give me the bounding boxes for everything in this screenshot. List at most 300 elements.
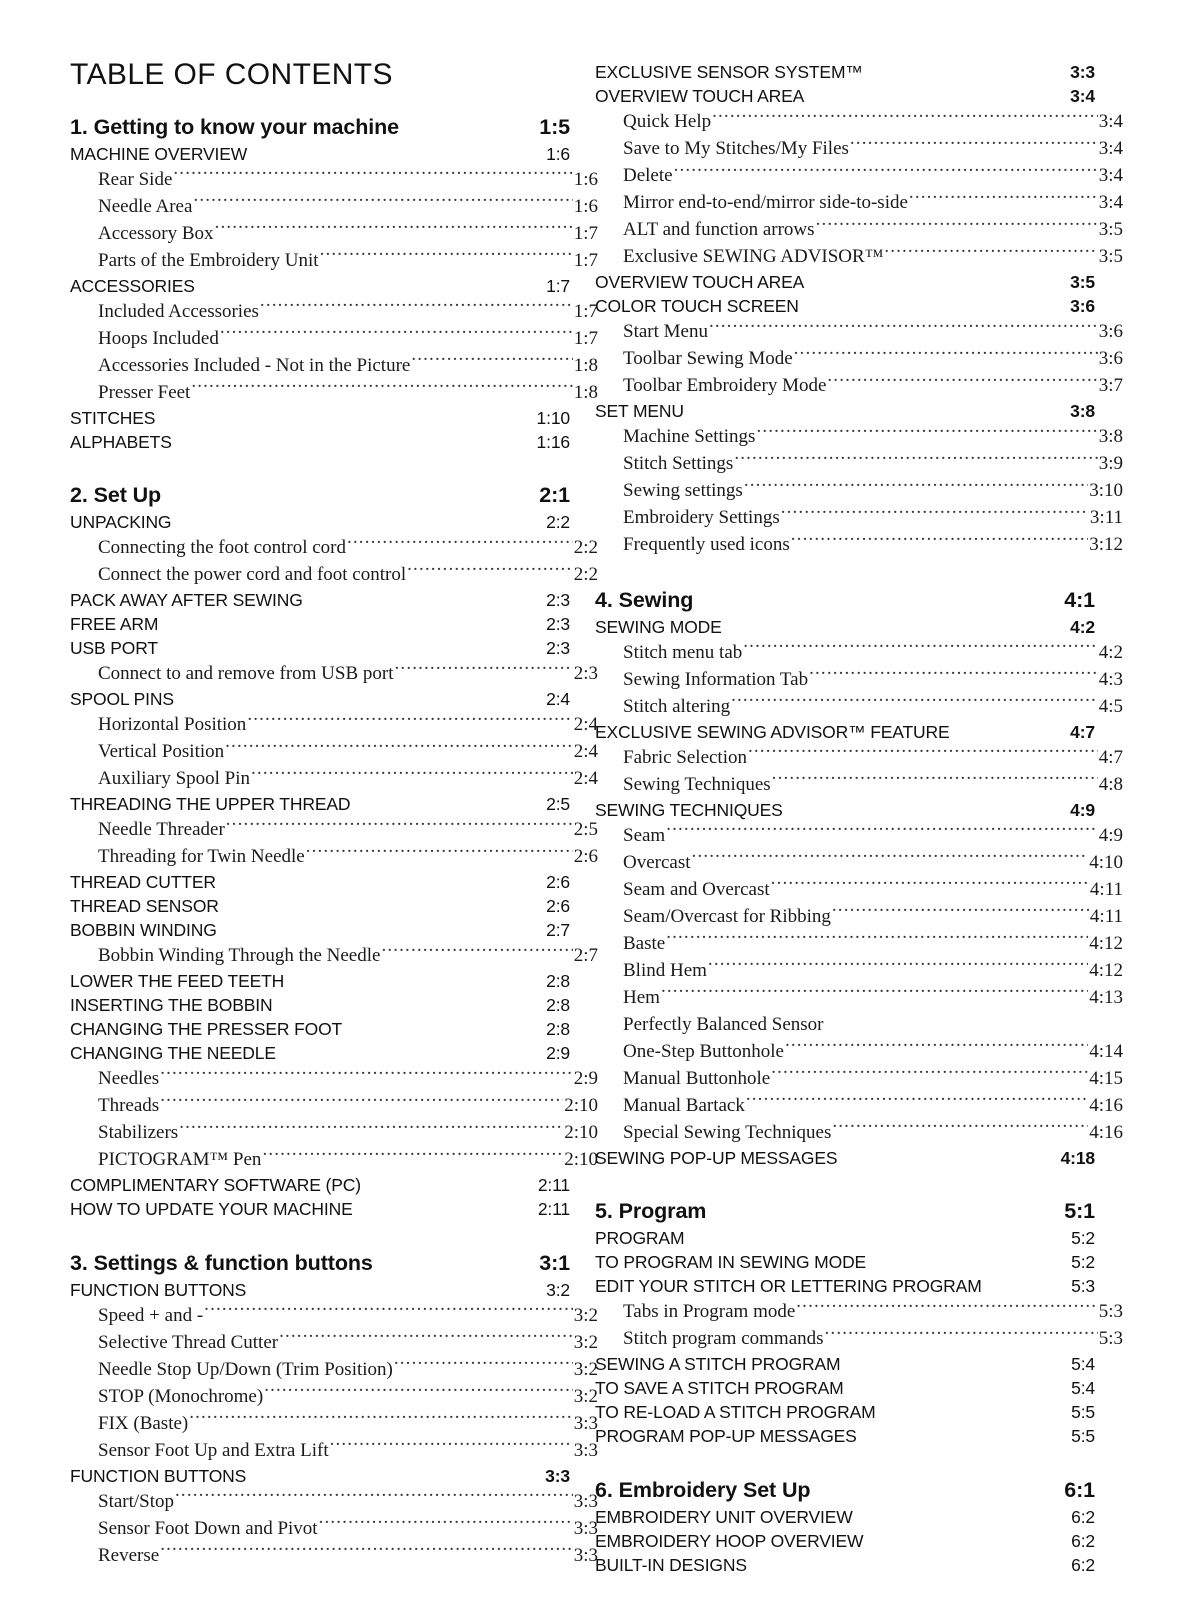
toc-entry-page-number: 2:5 xyxy=(546,794,570,814)
toc-entry-section[interactable] xyxy=(595,1553,1095,1577)
toc-entry-section[interactable] xyxy=(70,1173,570,1197)
dot-leader xyxy=(191,379,572,398)
toc-entry-section[interactable] xyxy=(70,1197,570,1221)
toc-entry-page-number: 4:10 xyxy=(1089,851,1123,873)
toc-entry-page-number: 3:10 xyxy=(1089,480,1123,501)
dot-leader xyxy=(832,903,1089,922)
toc-entry-page-number: 2:7 xyxy=(546,920,570,940)
toc-entry-section[interactable] xyxy=(595,798,1095,822)
toc-entry-page-number: 5:3 xyxy=(1071,1276,1095,1296)
toc-entry-page-number: 3:3 xyxy=(573,1439,598,1461)
toc-entry-page-number: 5:2 xyxy=(1071,1252,1095,1272)
toc-entry-label: Manual Bartack xyxy=(623,1094,745,1116)
toc-entry-page-number: 6:1 xyxy=(1064,1477,1095,1502)
dot-leader xyxy=(319,1515,573,1534)
dot-leader xyxy=(785,1038,1088,1057)
toc-entry-page-number: 2:3 xyxy=(573,663,598,684)
toc-entry-sub[interactable] xyxy=(70,660,598,687)
toc-entry-sub[interactable] xyxy=(595,108,1123,135)
toc-entry-section[interactable] xyxy=(595,1226,1095,1250)
toc-entry-sub[interactable] xyxy=(595,1119,1123,1146)
dot-leader xyxy=(771,876,1089,895)
toc-entry-page-number: 3:3 xyxy=(573,1412,598,1434)
toc-entry-sub[interactable] xyxy=(595,372,1123,399)
toc-entry-sub[interactable] xyxy=(595,450,1123,477)
toc-entry-section[interactable] xyxy=(70,430,570,454)
toc-entry-label: EMBROIDERY HOOP OVERVIEW xyxy=(595,1530,864,1551)
toc-entry-sub[interactable] xyxy=(70,1065,598,1092)
toc-entry-label: Special Sewing Techniques xyxy=(623,1121,832,1143)
toc-entry-sub[interactable] xyxy=(595,876,1123,903)
toc-entry-page-number: 2:2 xyxy=(573,537,598,558)
dot-leader xyxy=(909,189,1098,208)
toc-entry-section[interactable] xyxy=(595,720,1095,744)
dot-leader xyxy=(248,142,545,160)
dot-leader xyxy=(395,660,573,679)
toc-entry-page-number: 2:1 xyxy=(539,483,570,507)
dot-leader xyxy=(858,1425,1070,1443)
toc-entry-label: Seam/Overcast for Ribbing xyxy=(623,905,831,927)
toc-entry-label: Bobbin Winding Through the Needle xyxy=(98,945,381,966)
toc-entry-section[interactable] xyxy=(70,142,570,166)
toc-entry-label: Threads xyxy=(98,1095,160,1116)
toc-entry-sub[interactable] xyxy=(595,531,1123,558)
dot-leader xyxy=(805,85,1069,103)
dot-leader xyxy=(748,744,1098,763)
toc-entry-page-number: 1:7 xyxy=(573,249,598,271)
dot-leader xyxy=(343,1018,545,1036)
toc-entry-label: FREE ARM xyxy=(70,614,159,634)
toc-entry-page-number: 1:7 xyxy=(573,327,598,349)
toc-entry-page-number: 3:5 xyxy=(1098,219,1123,240)
toc-entry-label: Hem xyxy=(623,986,660,1008)
toc-entry-page-number: 1:6 xyxy=(546,143,570,164)
dot-leader xyxy=(864,1529,1070,1547)
toc-entry-page-number: 4:7 xyxy=(1070,721,1095,742)
toc-entry-chapter[interactable] xyxy=(595,1197,1095,1227)
dot-leader xyxy=(260,298,573,317)
toc-entry-page-number: 3:1 xyxy=(539,1250,570,1275)
dot-leader xyxy=(827,372,1097,391)
toc-entry-page-number: 2:4 xyxy=(573,741,598,762)
toc-entry-sub[interactable] xyxy=(595,162,1123,189)
dot-leader xyxy=(731,693,1098,712)
dot-leader xyxy=(159,613,545,631)
dot-leader xyxy=(156,406,535,424)
toc-entry-page-number: 3:2 xyxy=(546,1279,570,1300)
toc-entry-page-number: 3:4 xyxy=(1098,165,1123,186)
toc-entry-page-number: 2:4 xyxy=(573,768,598,789)
toc-entry-page-number: 4:16 xyxy=(1089,1121,1123,1143)
toc-entry-label: Start/Stop xyxy=(98,1490,175,1512)
toc-entry-section[interactable] xyxy=(595,1505,1095,1529)
toc-entry-sub[interactable] xyxy=(70,352,598,379)
toc-entry-label: MACHINE OVERVIEW xyxy=(70,143,248,164)
toc-entry-label: EXCLUSIVE SEWING ADVISOR™ FEATURE xyxy=(595,721,950,742)
toc-entry-sub[interactable] xyxy=(595,216,1123,243)
toc-entry-sub[interactable] xyxy=(595,903,1123,930)
dot-leader xyxy=(179,1119,563,1138)
toc-entry-label: EDIT YOUR STITCH OR LETTERING PROGRAM xyxy=(595,1276,982,1296)
dot-leader xyxy=(306,843,573,862)
toc-entry-label: SEWING TECHNIQUES xyxy=(595,799,783,820)
toc-entry-label: SEWING POP-UP MESSAGES xyxy=(595,1147,838,1168)
toc-entry-sub[interactable] xyxy=(70,1302,598,1329)
toc-entry-page-number: 3:5 xyxy=(1098,246,1123,267)
toc-entry-sub[interactable] xyxy=(595,984,1123,1011)
toc-entry-label: ACCESSORIES xyxy=(70,275,195,296)
toc-entry-sub[interactable] xyxy=(595,1092,1123,1119)
dot-leader xyxy=(274,994,546,1012)
toc-entry-label: Connect the power cord and foot control xyxy=(98,564,407,585)
toc-entry-label: SET MENU xyxy=(595,401,684,421)
toc-entry-page-number: 3:2 xyxy=(573,1358,598,1380)
toc-entry-label: UNPACKING xyxy=(70,512,172,532)
dot-leader xyxy=(744,477,1088,496)
page-title: TABLE OF CONTENTS xyxy=(70,58,393,91)
dot-leader xyxy=(175,688,545,706)
dot-leader xyxy=(160,1542,573,1561)
toc-entry-page-number: 2:8 xyxy=(546,1019,570,1039)
toc-entry-label: Sewing settings xyxy=(623,480,743,501)
toc-entry-section[interactable] xyxy=(70,1464,570,1488)
toc-entry-section[interactable] xyxy=(595,1250,1095,1274)
toc-entry-label: TO SAVE A STITCH PROGRAM xyxy=(595,1378,844,1398)
toc-entry-section[interactable] xyxy=(70,636,570,660)
toc-entry-sub[interactable] xyxy=(595,693,1123,720)
toc-entry-label: Accessory Box xyxy=(98,222,214,244)
dot-leader xyxy=(220,325,573,344)
toc-entry-section[interactable] xyxy=(70,588,570,612)
toc-entry-page-number: 4:2 xyxy=(1070,616,1095,637)
dot-leader xyxy=(707,1197,1063,1219)
toc-entry-label: Rear Side xyxy=(98,168,173,190)
dot-leader xyxy=(805,271,1069,289)
toc-entry-label: Toolbar Sewing Mode xyxy=(623,348,793,369)
toc-entry-sub[interactable] xyxy=(70,1092,598,1119)
toc-entry-label: STOP (Monochrome) xyxy=(98,1385,264,1407)
toc-entry-label: Horizontal Position xyxy=(98,714,247,735)
toc-entry-section[interactable] xyxy=(595,1529,1095,1553)
toc-entry-sub[interactable] xyxy=(70,1383,598,1410)
toc-entry-section[interactable] xyxy=(595,60,1095,84)
toc-entry-sub[interactable] xyxy=(595,423,1123,450)
toc-entry-page-number: 2:6 xyxy=(546,872,570,892)
dot-leader xyxy=(771,1065,1088,1084)
toc-entry-label: Needles xyxy=(98,1068,160,1089)
toc-entry-sub[interactable] xyxy=(595,957,1123,984)
toc-entry-page-number: 2:9 xyxy=(546,1043,570,1063)
toc-entry-page-number: 1:10 xyxy=(536,407,570,428)
dot-leader xyxy=(850,135,1098,154)
toc-entry-label: Save to My Stitches/My Files xyxy=(623,138,849,159)
toc-entry-page-number: 4:11 xyxy=(1089,905,1123,927)
toc-entry-page-number: 4:8 xyxy=(1098,773,1123,795)
toc-entry-section[interactable] xyxy=(595,1146,1095,1170)
toc-entry-label: Sensor Foot Down and Pivot xyxy=(98,1517,318,1539)
toc-entry-sub[interactable] xyxy=(595,849,1123,876)
toc-entry-page-number: 3:9 xyxy=(1098,453,1123,474)
toc-entry-label: SEWING MODE xyxy=(595,616,722,637)
toc-entry-section[interactable] xyxy=(70,274,570,298)
toc-entry-section[interactable] xyxy=(70,406,570,430)
dot-leader xyxy=(226,816,573,835)
toc-entry-page-number: 2:6 xyxy=(573,846,598,867)
toc-entry-section[interactable] xyxy=(70,993,570,1017)
toc-entry-page-number: 1:7 xyxy=(546,275,570,296)
toc-entry-sub[interactable] xyxy=(595,1011,1123,1038)
toc-entry-sub[interactable] xyxy=(595,1065,1123,1092)
toc-entry-sub[interactable] xyxy=(70,220,598,247)
toc-entry-page-number: 3:8 xyxy=(1070,401,1095,421)
dot-leader xyxy=(189,1410,572,1429)
toc-entry-section[interactable] xyxy=(595,270,1095,294)
toc-entry-sub[interactable] xyxy=(595,666,1123,693)
toc-entry-sub[interactable] xyxy=(595,345,1123,372)
toc-entry-section[interactable] xyxy=(70,792,570,816)
toc-entry-section[interactable] xyxy=(70,894,570,918)
toc-entry-label: Stabilizers xyxy=(98,1122,179,1143)
toc-entry-sub[interactable] xyxy=(70,1542,598,1569)
toc-entry-label: 2. Set Up xyxy=(70,483,162,507)
toc-entry-sub[interactable] xyxy=(70,942,598,969)
toc-entry-section[interactable] xyxy=(70,510,570,534)
toc-entry-page-number: 2:4 xyxy=(546,689,570,709)
toc-entry-page-number: 3:2 xyxy=(573,1304,598,1326)
toc-entry-page-number: 4:18 xyxy=(1060,1147,1095,1168)
toc-entry-label: Parts of the Embroidery Unit xyxy=(98,249,319,271)
toc-entry-page-number: 4:16 xyxy=(1089,1094,1123,1116)
toc-entry-page-number: 4:13 xyxy=(1089,986,1123,1008)
dot-leader xyxy=(816,216,1098,235)
toc-entry-section[interactable] xyxy=(70,1278,570,1302)
toc-entry-label: ALT and function arrows xyxy=(623,219,815,240)
toc-entry-page-number: 3:12 xyxy=(1089,534,1123,555)
toc-entry-section[interactable] xyxy=(70,687,570,711)
toc-entry-chapter[interactable] xyxy=(70,1248,570,1278)
dot-leader xyxy=(746,1092,1088,1111)
toc-entry-page-number: 3:4 xyxy=(1098,111,1123,132)
toc-entry-sub[interactable] xyxy=(595,477,1123,504)
toc-entry-page-number: 4:11 xyxy=(1089,878,1123,900)
dot-leader xyxy=(193,193,572,212)
toc-entry-sub[interactable] xyxy=(70,1515,598,1542)
toc-entry-label: FIX (Baste) xyxy=(98,1412,189,1434)
toc-entry-page-number: 5:3 xyxy=(1098,1301,1123,1322)
toc-entry-label: Tabs in Program mode xyxy=(623,1301,796,1322)
toc-entry-page-number: 4:5 xyxy=(1098,695,1123,717)
toc-entry-chapter[interactable] xyxy=(595,1475,1095,1505)
dot-leader xyxy=(685,1227,1070,1245)
toc-entry-sub[interactable] xyxy=(595,1298,1123,1325)
dot-leader xyxy=(877,1401,1071,1419)
dot-leader xyxy=(225,738,573,757)
toc-entry-label: THREAD SENSOR xyxy=(70,896,219,916)
dot-leader xyxy=(277,1042,545,1060)
toc-entry-sub[interactable] xyxy=(70,247,598,274)
toc-entry-sub[interactable] xyxy=(70,1437,598,1464)
dot-leader xyxy=(400,112,538,134)
toc-entry-sub[interactable] xyxy=(595,189,1123,216)
toc-entry-label: Blind Hem xyxy=(623,959,707,981)
dot-leader xyxy=(220,895,545,913)
toc-entry-page-number: 3:3 xyxy=(573,1490,598,1512)
dot-leader xyxy=(159,637,545,655)
toc-entry-page-number: 2:3 xyxy=(546,614,570,634)
toc-entry-sub[interactable] xyxy=(70,765,598,792)
toc-entry-sub[interactable] xyxy=(70,843,598,870)
toc-entry-page-number: 4:9 xyxy=(1070,799,1095,820)
toc-entry-label: Mirror end-to-end/mirror side-to-side xyxy=(623,192,908,213)
toc-entry-sub[interactable] xyxy=(595,639,1123,666)
toc-entry-page-number: 5:3 xyxy=(1098,1328,1123,1349)
toc-entry-label: Perfectly Balanced Sensor xyxy=(623,1013,824,1035)
toc-entry-chapter[interactable] xyxy=(70,481,570,511)
toc-entry-sub[interactable] xyxy=(70,298,598,325)
toc-entry-page-number: 3:3 xyxy=(545,1465,570,1486)
toc-entry-section[interactable] xyxy=(595,615,1095,639)
toc-entry-label: Needle Threader xyxy=(98,819,225,840)
toc-entry-sub[interactable] xyxy=(595,822,1123,849)
dot-leader xyxy=(394,1356,573,1375)
toc-entry-page-number: 3:4 xyxy=(1098,192,1123,213)
toc-entry-section[interactable] xyxy=(595,399,1095,423)
toc-entry-label: Overcast xyxy=(623,851,691,873)
toc-entry-page-number: 4:1 xyxy=(1064,587,1095,612)
toc-entry-page-number: 5:2 xyxy=(1071,1228,1095,1248)
dot-leader xyxy=(218,919,545,937)
toc-entry-page-number: 2:8 xyxy=(546,995,570,1015)
toc-entry-section[interactable] xyxy=(70,870,570,894)
toc-entry-sub[interactable] xyxy=(70,738,598,765)
toc-entry-section[interactable] xyxy=(595,1400,1095,1424)
toc-entry-section[interactable] xyxy=(70,612,570,636)
toc-entry-section[interactable] xyxy=(595,84,1095,108)
toc-entry-page-number: 3:2 xyxy=(573,1385,598,1407)
toc-entry-sub[interactable] xyxy=(70,166,598,193)
toc-entry-sub[interactable] xyxy=(595,243,1123,270)
toc-entry-section[interactable] xyxy=(70,1041,570,1065)
toc-entry-page-number: 3:11 xyxy=(1089,507,1123,528)
toc-entry-section[interactable] xyxy=(595,294,1095,318)
toc-entry-section[interactable] xyxy=(595,1352,1095,1376)
toc-entry-label: PICTOGRAM™ Pen xyxy=(98,1149,262,1170)
toc-entry-page-number: 1:5 xyxy=(539,114,570,139)
dot-leader xyxy=(784,798,1069,816)
toc-entry-sub[interactable] xyxy=(70,325,598,352)
toc-entry-label: Needle Area xyxy=(98,195,193,217)
dot-leader xyxy=(196,274,545,292)
toc-entry-sub[interactable] xyxy=(595,1325,1123,1352)
dot-leader xyxy=(983,1275,1070,1293)
toc-entry-section[interactable] xyxy=(595,1376,1095,1400)
toc-entry-label: Start Menu xyxy=(623,321,708,342)
toc-entry-chapter[interactable] xyxy=(595,585,1095,615)
toc-entry-sub[interactable] xyxy=(70,379,598,406)
toc-entry-sub[interactable] xyxy=(70,1146,598,1173)
toc-entry-section[interactable] xyxy=(70,969,570,993)
toc-entry-sub[interactable] xyxy=(595,504,1123,531)
toc-entry-sub[interactable] xyxy=(595,1038,1123,1065)
toc-entry-sub[interactable] xyxy=(70,1410,598,1437)
toc-entry-page-number: 3:7 xyxy=(1098,375,1123,396)
dot-leader xyxy=(247,1464,544,1482)
toc-entry-section[interactable] xyxy=(70,918,570,942)
toc-entry-sub[interactable] xyxy=(595,771,1123,798)
dot-leader xyxy=(708,957,1088,976)
toc-entry-label: OVERVIEW TOUCH AREA xyxy=(595,272,805,292)
toc-entry-sub[interactable] xyxy=(595,135,1123,162)
toc-entry-page-number: 5:1 xyxy=(1064,1199,1095,1223)
toc-entry-sub[interactable] xyxy=(70,1356,598,1383)
toc-entry-page-number: 4:15 xyxy=(1089,1067,1123,1089)
toc-entry-label: Reverse xyxy=(98,1544,160,1566)
toc-entry-sub[interactable] xyxy=(70,1119,598,1146)
toc-entry-section[interactable] xyxy=(70,1017,570,1041)
toc-entry-page-number: 2:11 xyxy=(537,1199,570,1219)
toc-entry-sub[interactable] xyxy=(70,561,598,588)
dot-leader xyxy=(160,1092,563,1111)
toc-entry-label: COLOR TOUCH SCREEN xyxy=(595,296,799,316)
toc-entry-sub[interactable] xyxy=(595,744,1123,771)
dot-leader xyxy=(162,481,538,503)
toc-entry-page-number: 3:3 xyxy=(1070,62,1095,82)
dot-leader xyxy=(796,1298,1097,1317)
toc-entry-sub[interactable] xyxy=(70,816,598,843)
toc-entry-page-number: 3:6 xyxy=(1098,348,1123,369)
toc-entry-sub[interactable] xyxy=(70,1329,598,1356)
toc-entry-sub[interactable] xyxy=(595,318,1123,345)
dot-leader xyxy=(217,871,545,889)
toc-entry-page-number: 4:2 xyxy=(1098,641,1123,663)
dot-leader xyxy=(354,1198,537,1216)
toc-entry-sub[interactable] xyxy=(70,193,598,220)
toc-entry-page-number: 3:4 xyxy=(1070,86,1095,106)
toc-entry-label: Machine Settings xyxy=(623,426,756,447)
toc-entry-label: 6. Embroidery Set Up xyxy=(595,1477,811,1502)
toc-entry-page-number: 1:16 xyxy=(536,431,570,452)
toc-entry-label: Hoops Included xyxy=(98,327,219,349)
toc-entry-section[interactable] xyxy=(595,1424,1095,1448)
dot-leader xyxy=(173,430,536,448)
toc-entry-label: TO RE-LOAD A STITCH PROGRAM xyxy=(595,1402,876,1422)
toc-entry-sub[interactable] xyxy=(70,1488,598,1515)
dot-leader xyxy=(304,589,545,607)
toc-entry-page-number: 2:5 xyxy=(573,819,598,840)
toc-entry-label: EXCLUSIVE SENSOR SYSTEM™ xyxy=(595,62,863,82)
toc-entry-page-number: 1:7 xyxy=(573,300,598,322)
dot-leader xyxy=(748,1553,1070,1571)
toc-entry-sub[interactable] xyxy=(70,534,598,561)
toc-entry-sub[interactable] xyxy=(70,711,598,738)
toc-entry-label: PACK AWAY AFTER SEWING xyxy=(70,590,303,610)
toc-entry-chapter[interactable] xyxy=(70,112,570,142)
toc-entry-page-number: 1:6 xyxy=(573,168,598,190)
toc-entry-label: ALPHABETS xyxy=(70,431,172,452)
toc-column-left xyxy=(70,0,598,1569)
dot-leader xyxy=(347,534,573,553)
toc-entry-sub[interactable] xyxy=(595,930,1123,957)
dot-leader xyxy=(330,1437,573,1456)
toc-entry-label: Speed + and - xyxy=(98,1304,204,1326)
dot-leader xyxy=(800,295,1069,313)
toc-entry-page-number: 2:10 xyxy=(564,1149,598,1170)
toc-entry-label: Sensor Foot Up and Extra Lift xyxy=(98,1439,329,1461)
toc-entry-section[interactable] xyxy=(595,1274,1095,1298)
toc-entry-page-number: 2:2 xyxy=(546,512,570,532)
toc-entry-page-number: 1:8 xyxy=(573,381,598,403)
dot-leader xyxy=(791,531,1088,550)
